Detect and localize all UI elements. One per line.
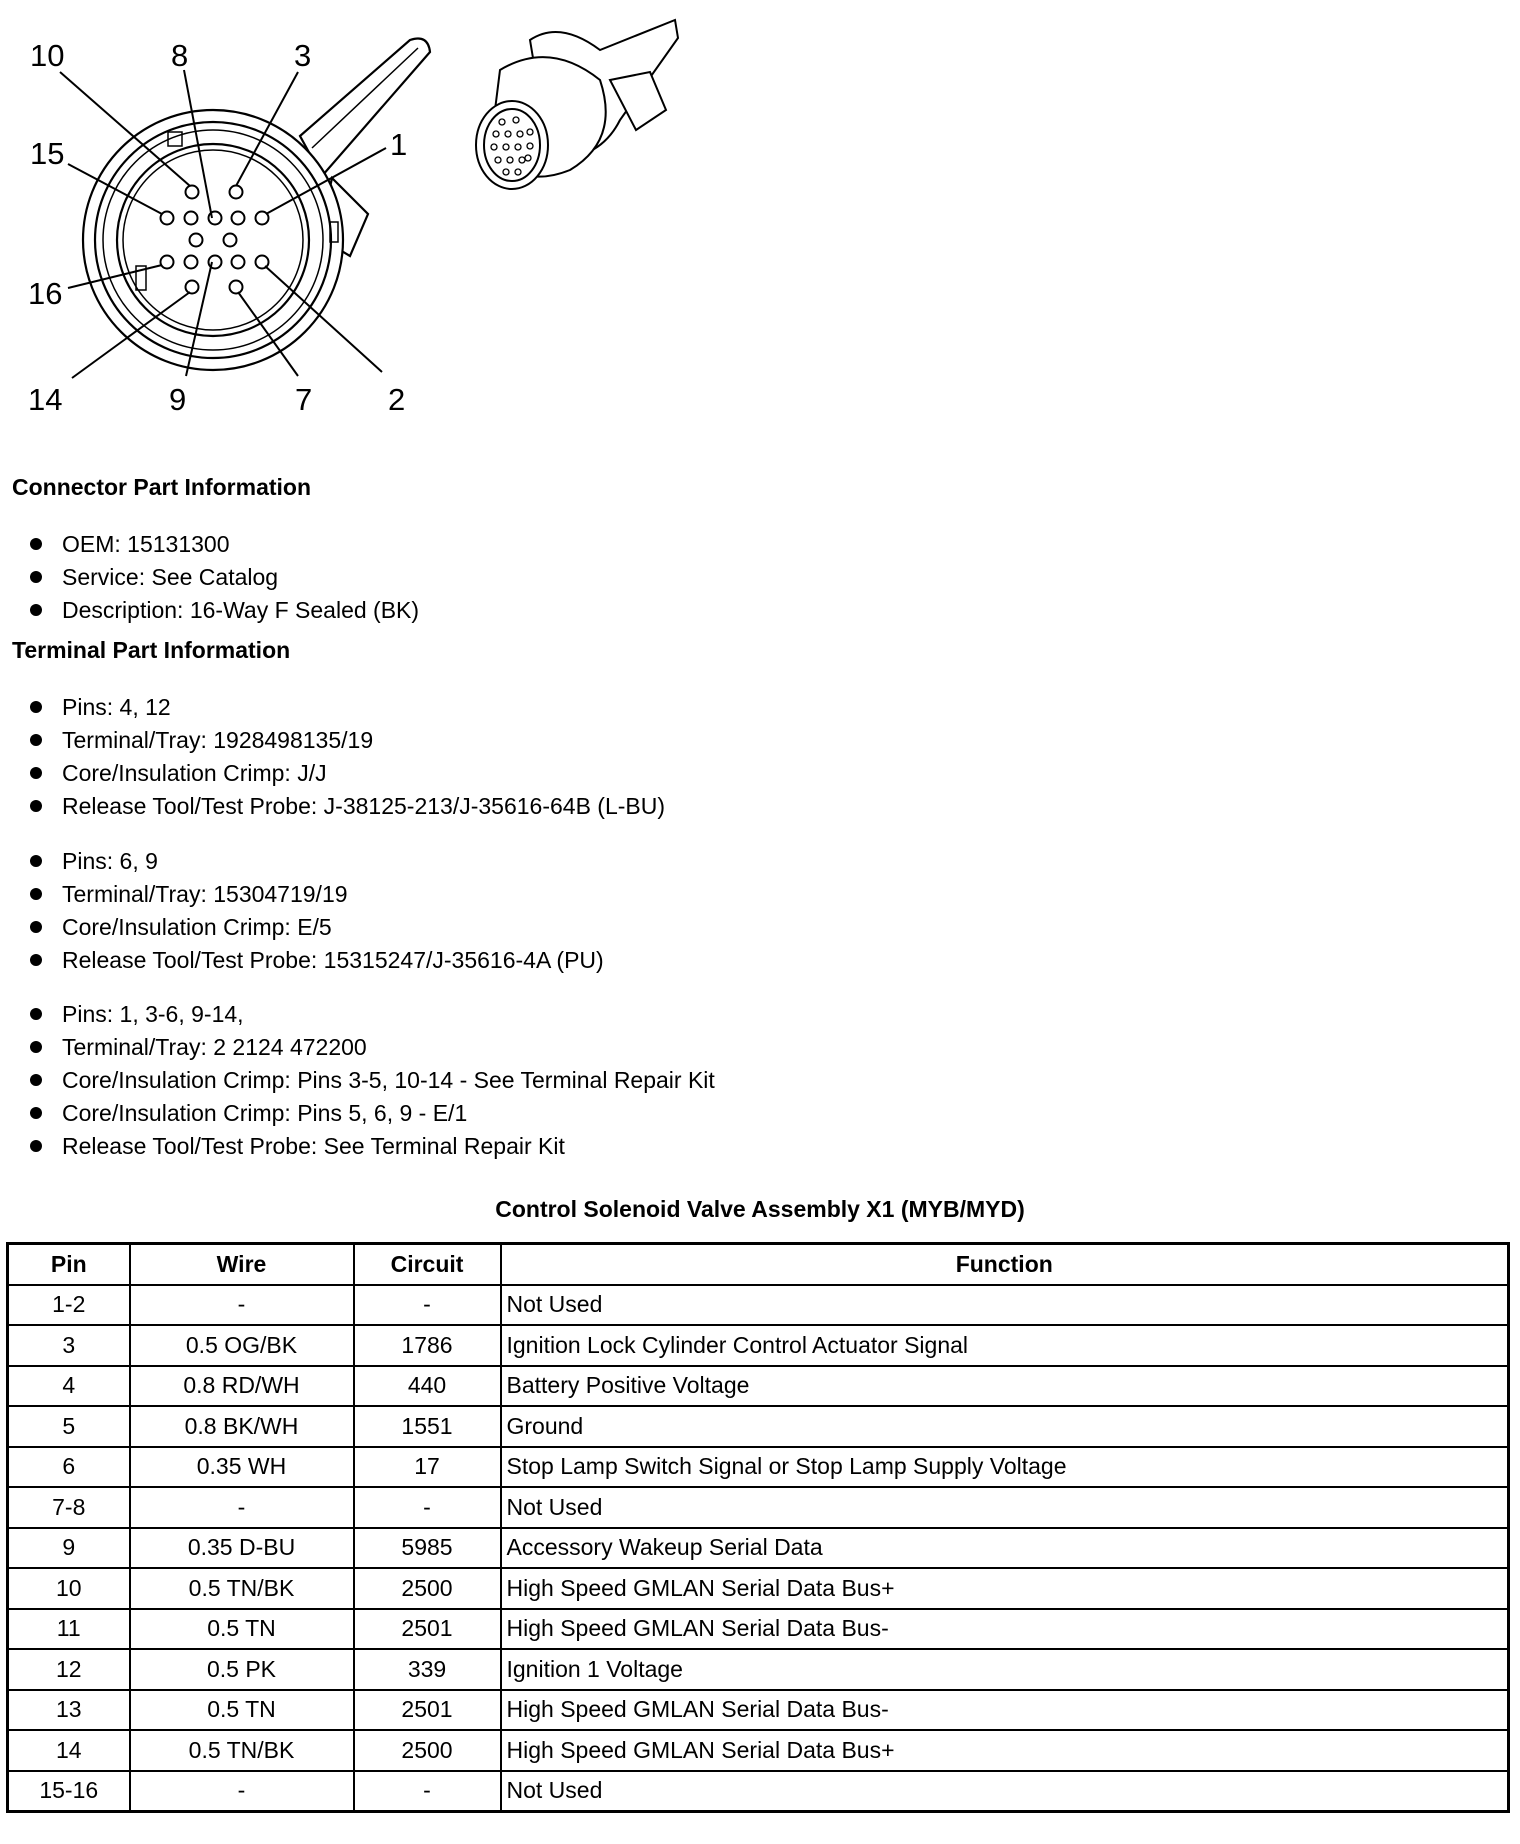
cell-function: Not Used — [501, 1771, 1509, 1812]
cell-circuit: 1786 — [354, 1325, 501, 1366]
cell-wire: 0.5 TN — [130, 1690, 354, 1731]
list-item: Core/Insulation Crimp: Pins 5, 6, 9 - E/1 — [12, 1097, 715, 1130]
terminal-group-2 — [12, 845, 604, 977]
pin-label-1: 1 — [390, 127, 408, 162]
table-row — [8, 1690, 1509, 1731]
cell-wire: - — [130, 1487, 354, 1528]
cell-wire: 0.35 D-BU — [130, 1528, 354, 1569]
connector-info-list — [12, 528, 419, 627]
header-function: Function — [501, 1244, 1509, 1285]
cell-circuit: 17 — [354, 1447, 501, 1488]
cell-pin: 11 — [8, 1609, 130, 1650]
cell-circuit: 5985 — [354, 1528, 501, 1569]
cell-pin: 4 — [8, 1366, 130, 1407]
cell-pin: 5 — [8, 1406, 130, 1447]
cell-circuit: 2500 — [354, 1568, 501, 1609]
cell-wire: 0.5 PK — [130, 1649, 354, 1690]
header-circuit: Circuit — [354, 1244, 501, 1285]
cell-function: Ground — [501, 1406, 1509, 1447]
table-row — [8, 1730, 1509, 1771]
connector-perspective-drawing — [440, 10, 690, 210]
cell-function: Accessory Wakeup Serial Data — [501, 1528, 1509, 1569]
cell-pin: 1-2 — [8, 1285, 130, 1326]
cell-wire: 0.5 OG/BK — [130, 1325, 354, 1366]
cell-circuit: 2501 — [354, 1690, 501, 1731]
cell-function: Ignition Lock Cylinder Control Actuator Signal — [501, 1325, 1509, 1366]
cell-circuit: 1551 — [354, 1406, 501, 1447]
cell-wire: - — [130, 1285, 354, 1326]
list-item: Terminal/Tray: 1928498135/19 — [12, 724, 665, 757]
cell-function: High Speed GMLAN Serial Data Bus+ — [501, 1730, 1509, 1771]
list-item: Pins: 1, 3-6, 9-14, — [12, 998, 715, 1031]
list-item: Core/Insulation Crimp: E/5 — [12, 911, 604, 944]
table-header-row — [8, 1244, 1509, 1285]
cell-function: Not Used — [501, 1487, 1509, 1528]
pin-label-2: 2 — [388, 382, 406, 417]
cell-wire: 0.35 WH — [130, 1447, 354, 1488]
table-body — [8, 1285, 1509, 1812]
pin-label-10: 10 — [30, 38, 65, 73]
cell-function: Battery Positive Voltage — [501, 1366, 1509, 1407]
terminal-info-section — [12, 637, 290, 664]
list-item: Release Tool/Test Probe: See Terminal Repair Kit — [12, 1130, 715, 1163]
list-item: Pins: 4, 12 — [12, 691, 665, 724]
list-item: Core/Insulation Crimp: J/J — [12, 757, 665, 790]
table-row — [8, 1771, 1509, 1812]
cell-circuit: - — [354, 1771, 501, 1812]
cell-circuit: 2500 — [354, 1730, 501, 1771]
cell-pin: 15-16 — [8, 1771, 130, 1812]
cell-pin: 10 — [8, 1568, 130, 1609]
table-row — [8, 1447, 1509, 1488]
cell-wire: 0.8 BK/WH — [130, 1406, 354, 1447]
cell-function: High Speed GMLAN Serial Data Bus- — [501, 1690, 1509, 1731]
table-row — [8, 1609, 1509, 1650]
cell-pin: 14 — [8, 1730, 130, 1771]
cell-circuit: - — [354, 1285, 501, 1326]
list-item: OEM: 15131300 — [12, 528, 419, 561]
list-item: Service: See Catalog — [12, 561, 419, 594]
list-item: Release Tool/Test Probe: J-38125-213/J-35616-64B (L-BU) — [12, 790, 665, 823]
table-row — [8, 1366, 1509, 1407]
cell-wire: - — [130, 1771, 354, 1812]
pin-label-15: 15 — [30, 136, 65, 171]
terminal-info-title: Terminal Part Information — [12, 637, 291, 663]
list-item: Release Tool/Test Probe: 15315247/J-35616-4A (PU) — [12, 944, 604, 977]
connector-info-section — [12, 474, 311, 501]
cell-pin: 12 — [8, 1649, 130, 1690]
table-row — [8, 1568, 1509, 1609]
table-row — [8, 1649, 1509, 1690]
cell-pin: 9 — [8, 1528, 130, 1569]
pinout-table — [6, 1242, 1510, 1813]
cell-pin: 13 — [8, 1690, 130, 1731]
list-item: Pins: 6, 9 — [12, 845, 604, 878]
cell-function: Ignition 1 Voltage — [501, 1649, 1509, 1690]
cell-wire: 0.5 TN — [130, 1609, 354, 1650]
table-row — [8, 1406, 1509, 1447]
cell-circuit: - — [354, 1487, 501, 1528]
list-item: Terminal/Tray: 15304719/19 — [12, 878, 604, 911]
cell-function: High Speed GMLAN Serial Data Bus+ — [501, 1568, 1509, 1609]
pin-label-14: 14 — [28, 382, 63, 417]
header-pin: Pin — [8, 1244, 130, 1285]
terminal-group-3 — [12, 998, 715, 1163]
table-row — [8, 1487, 1509, 1528]
cell-circuit: 339 — [354, 1649, 501, 1690]
pin-label-7: 7 — [295, 382, 313, 417]
cell-function: Stop Lamp Switch Signal or Stop Lamp Supply Voltage — [501, 1447, 1509, 1488]
header-wire: Wire — [130, 1244, 354, 1285]
terminal-group-1 — [12, 691, 665, 823]
cell-pin: 3 — [8, 1325, 130, 1366]
table-title: Control Solenoid Valve Assembly X1 (MYB/MYD) — [495, 1196, 1025, 1222]
cell-pin: 7-8 — [8, 1487, 130, 1528]
cell-circuit: 2501 — [354, 1609, 501, 1650]
pin-label-3: 3 — [294, 38, 312, 73]
cell-function: Not Used — [501, 1285, 1509, 1326]
cell-circuit: 440 — [354, 1366, 501, 1407]
list-item: Core/Insulation Crimp: Pins 3-5, 10-14 - See Terminal Repair Kit — [12, 1064, 715, 1097]
table-row — [8, 1325, 1509, 1366]
cell-pin: 6 — [8, 1447, 130, 1488]
pin-label-8: 8 — [171, 38, 189, 73]
cell-wire: 0.5 TN/BK — [130, 1568, 354, 1609]
cell-wire: 0.5 TN/BK — [130, 1730, 354, 1771]
pin-label-9: 9 — [169, 382, 187, 417]
table-row — [8, 1528, 1509, 1569]
connector-info-title: Connector Part Information — [12, 474, 312, 500]
table-row — [8, 1285, 1509, 1326]
pin-label-16: 16 — [28, 276, 63, 311]
cell-function: High Speed GMLAN Serial Data Bus- — [501, 1609, 1509, 1650]
list-item: Terminal/Tray: 2 2124 472200 — [12, 1031, 715, 1064]
cell-wire: 0.8 RD/WH — [130, 1366, 354, 1407]
list-item: Description: 16-Way F Sealed (BK) — [12, 594, 419, 627]
